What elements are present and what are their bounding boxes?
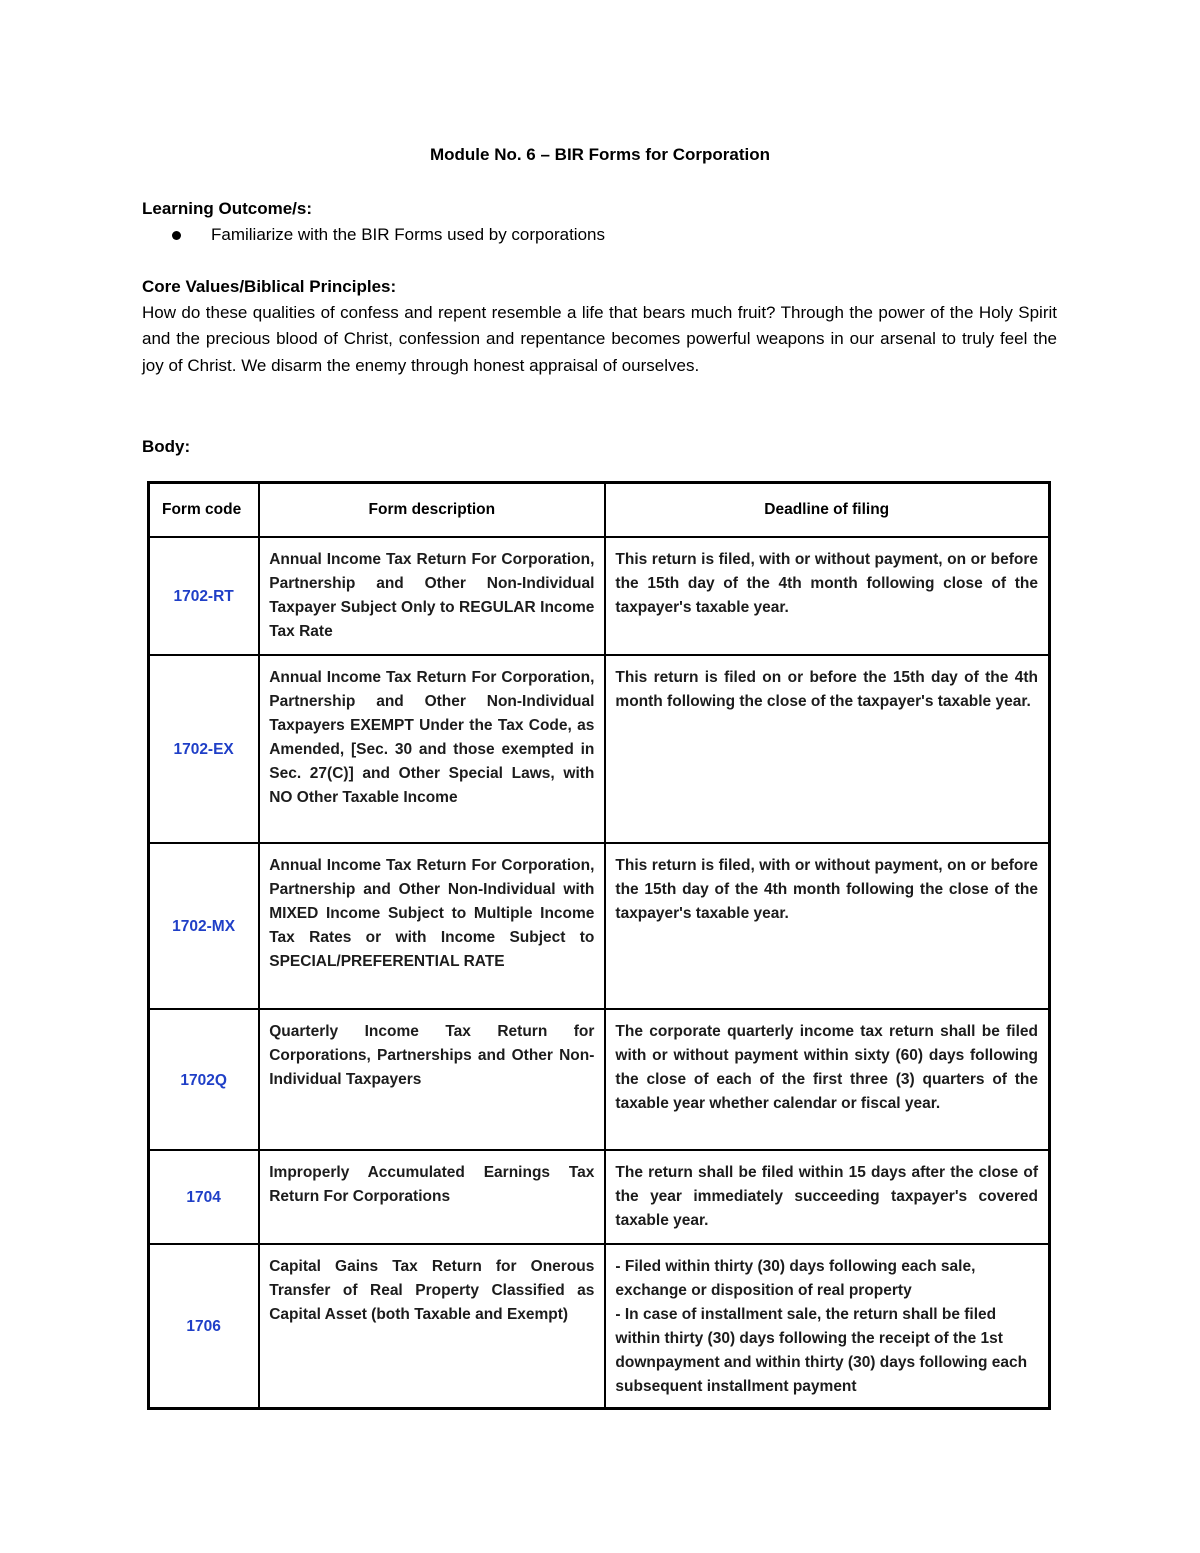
deadline-cell: This return is filed on or before the 15th day of the 4th month following the close of the taxpayer's taxable year.: [605, 655, 1049, 843]
learning-outcome-heading: Learning Outcome/s:: [142, 199, 313, 218]
table-row: [149, 1244, 1050, 1409]
form-code-cell: 1706: [149, 1244, 260, 1409]
learning-outcome-text: Familiarize with the BIR Forms used by corporations: [211, 225, 605, 244]
bir-forms-table: [147, 481, 1051, 1410]
form-description-cell: Annual Income Tax Return For Corporation, Partnership and Other Non-Individual Taxpayers EXEMPT Under the Tax Code, as Amended, [Sec. 30 and those exempted in Sec. 27(C)] and Other Special Laws, with NO Other Taxable Income: [259, 655, 605, 843]
body-heading: Body:: [142, 437, 191, 456]
deadline-cell: This return is filed, with or without payment, on or before the 15th day of the 4th month following the close of the taxpayer's taxable year.: [605, 843, 1049, 1009]
core-values-heading: Core Values/Biblical Principles:: [142, 277, 397, 296]
form-code-cell: 1704: [149, 1150, 260, 1244]
learning-outcome-item: [172, 222, 605, 248]
table-row: [149, 1150, 1050, 1244]
form-code-cell: 1702-EX: [149, 655, 260, 843]
table-header-row: [149, 483, 1050, 538]
header-form-description: Form description: [259, 483, 605, 538]
deadline-cell: The return shall be filed within 15 days after the close of the year immediately succeeding taxpayer's covered taxable year.: [605, 1150, 1049, 1244]
table-row: [149, 537, 1050, 655]
table-row: [149, 655, 1050, 843]
form-code-cell: 1702-MX: [149, 843, 260, 1009]
bullet-icon: [172, 231, 181, 240]
form-description-cell: Quarterly Income Tax Return for Corporations, Partnerships and Other Non-Individual Taxpayers: [259, 1009, 605, 1150]
table-row: [149, 1009, 1050, 1150]
header-form-code: Form code: [149, 483, 260, 538]
page-title: Module No. 6 – BIR Forms for Corporation: [429, 145, 770, 164]
form-description-cell: Annual Income Tax Return For Corporation, Partnership and Other Non-Individual Taxpayer Subject Only to REGULAR Income Tax Rate: [259, 537, 605, 655]
deadline-line: - Filed within thirty (30) days following each sale, exchange or disposition of real property: [615, 1258, 976, 1299]
header-deadline: Deadline of filing: [605, 483, 1049, 538]
form-description-cell: Capital Gains Tax Return for Onerous Transfer of Real Property Classified as Capital Asset (both Taxable and Exempt): [259, 1244, 605, 1409]
form-description-cell: Annual Income Tax Return For Corporation, Partnership and Other Non-Individual with MIXED Income Subject to Multiple Income Tax Rates or with Income Subject to SPECIAL/PREFERENTIAL RATE: [259, 843, 605, 1009]
deadline-cell: This return is filed, with or without payment, on or before the 15th day of the 4th month following close of the taxpayer's taxable year.: [605, 537, 1049, 655]
form-code-cell: 1702Q: [149, 1009, 260, 1150]
form-code-cell: 1702-RT: [149, 537, 260, 655]
core-values-paragraph: How do these qualities of confess and repent resemble a life that bears much fruit? Through the power of the Holy Spirit and the precious blood of Christ, confession and repentance becomes powerful weapons in our arsenal to truly feel the joy of Christ. We disarm the enemy through honest appraisal of ourselves.: [142, 303, 1057, 375]
deadline-cell: [605, 1244, 1049, 1409]
deadline-cell: The corporate quarterly income tax return shall be filed with or without payment within sixty (60) days following the close of each of the first three (3) quarters of the taxable year whether calendar or fiscal year.: [605, 1009, 1049, 1150]
form-description-cell: Improperly Accumulated Earnings Tax Return For Corporations: [259, 1150, 605, 1244]
table-row: [149, 843, 1050, 1009]
deadline-line: - In case of installment sale, the return shall be filed within thirty (30) days following the receipt of the 1st downpayment and within thirty (30) days following each subsequent installment payment: [615, 1306, 1028, 1395]
